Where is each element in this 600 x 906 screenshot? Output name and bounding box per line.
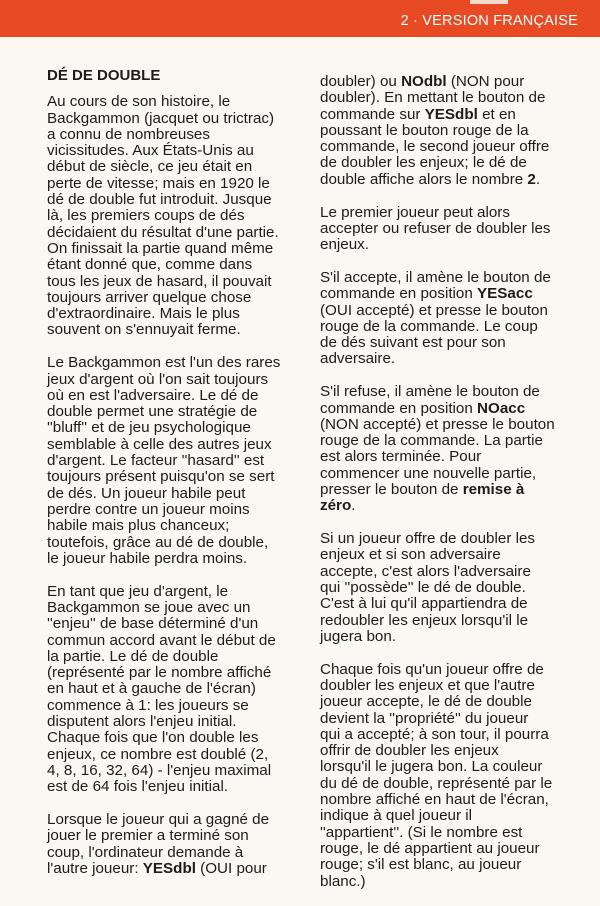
paragraph-accept: S'il accepte, il amène le bouton de commande en position YESacc (OUI accepté) et presse le bouton rouge de la commande. Le coup de dés suivant est pour son adversaire.: [320, 268, 551, 368]
paragraph-history: Au cours de son histoire, le Backgammon (jacquet ou trictrac) a connu de nombreuses vicissitudes. Aux États-Unis au début de siècle, ce jeu était en perte de vitesse; mais en 1920 le dé de double fut introduit. Jusque là, les premiers coups de dés décidaient du résultat d'une partie. On finissait la partie quand même étant donné que, comme dans tous les jeux de hasard, il pouvait toujours arriver quelque chose d'extraordinaire. Mais le plus souvent on s'ennuyait ferme.: [47, 93, 279, 339]
paragraph-color: Chaque fois qu'un joueur offre de doubler les enjeux et que l'autre joueur accepte, le dé de double devient la ''propriété'' du joueur qui a accepté; à son tour, il pourra offrir de doubler les enjeux lorsqu'il le jugera bon. La couleur du dé de double, représenté par le nombre affiché en haut de l'écran, indique à quel joueur il ''appartient''. (Si le nombre est rouge, le dé appartient au joueur rouge; s'il est blanc, au joueur blanc.): [320, 660, 553, 890]
left-column: [47, 68, 297, 894]
term-yesacc: YESacc: [477, 285, 533, 303]
paragraph-ownership: Si un joueur offre de doubler les enjeux et si son adversaire accepte, c'est alors l'adversaire qui ''possède'' le dé de double. C'est à lui qu'il appartiendra de redoubler les enjeux lorsqu'il le jugera bon.: [320, 530, 536, 645]
paragraph-accept-or-refuse: Le premier joueur peut alors accepter ou refuser de doubler les enjeux.: [320, 203, 551, 254]
term-noacc: NOacc: [477, 399, 526, 417]
paragraph-stakes: En tant que jeu d'argent, le Backgammon se joue avec un ''enjeu'' de base déterminé d'un commun accord avant le début de la partie. Le dé de double (représenté par le nombre affiché en haut et à gauche de l'écran) commence à 1: les joueurs se disputent alors l'enjeu initial. Chaque fois que l'on double les enjeux, ce nombre est doublé (2, 4, 8, 16, 32, 64) - l'enjeu maximal est de 64 fois l'enjeu initial.: [47, 582, 276, 796]
section-heading: DÉ DE DOUBLE: [47, 67, 161, 84]
term-reset: remise à zéro: [320, 481, 525, 515]
term-number-2: 2: [527, 170, 536, 188]
paragraph-money-game: Le Backgammon est l'un des rares jeux d'argent où l'on sait toujours où en est l'adversaire. Le dé de double permet une stratégie de ''bluff'' et de jeu psychologique semblable à celle des autres jeux d'argent. Le facteur ''hasard'' est toujours présent puisqu'on se sert de dés. Un joueur habile peut perdre contre un joueur moins habile mais plus chanceux; toutefois, grâce au dé de double, le joueur habile perdra moins.: [47, 354, 281, 567]
right-column: [320, 74, 580, 906]
paragraph-first-player: Lorsque le joueur qui a gagné de jouer le premier a terminé son coup, l'ordinateur demande à l'autre joueur: YESdbl (OUI pour: [47, 810, 270, 877]
section-label: 2 · VERSION FRANÇAISE: [400, 13, 578, 29]
paragraph-refuse: S'il refuse, il amène le bouton de commande en position NOacc (NON accepté) et presse le bouton rouge de la commande. La partie est alors terminée. Pour commencer une nouvelle partie, presser le bouton de remise à zéro.: [320, 383, 555, 515]
header-bar: [0, 0, 600, 37]
term-yesdbl-2: YESdbl: [424, 105, 478, 123]
term-yesdbl: YESdbl: [142, 859, 196, 877]
header-accent-mark: [470, 0, 508, 4]
paragraph-double-offer: doubler) ou NOdbl (NON pour doubler). En mettant le bouton de commande sur YESdbl et en poussant le bouton rouge de la commande, le second joueur offre de doubler les enjeux; le dé de double affiche alors le nombre 2.: [320, 73, 550, 188]
term-nodbl: NOdbl: [401, 73, 447, 90]
